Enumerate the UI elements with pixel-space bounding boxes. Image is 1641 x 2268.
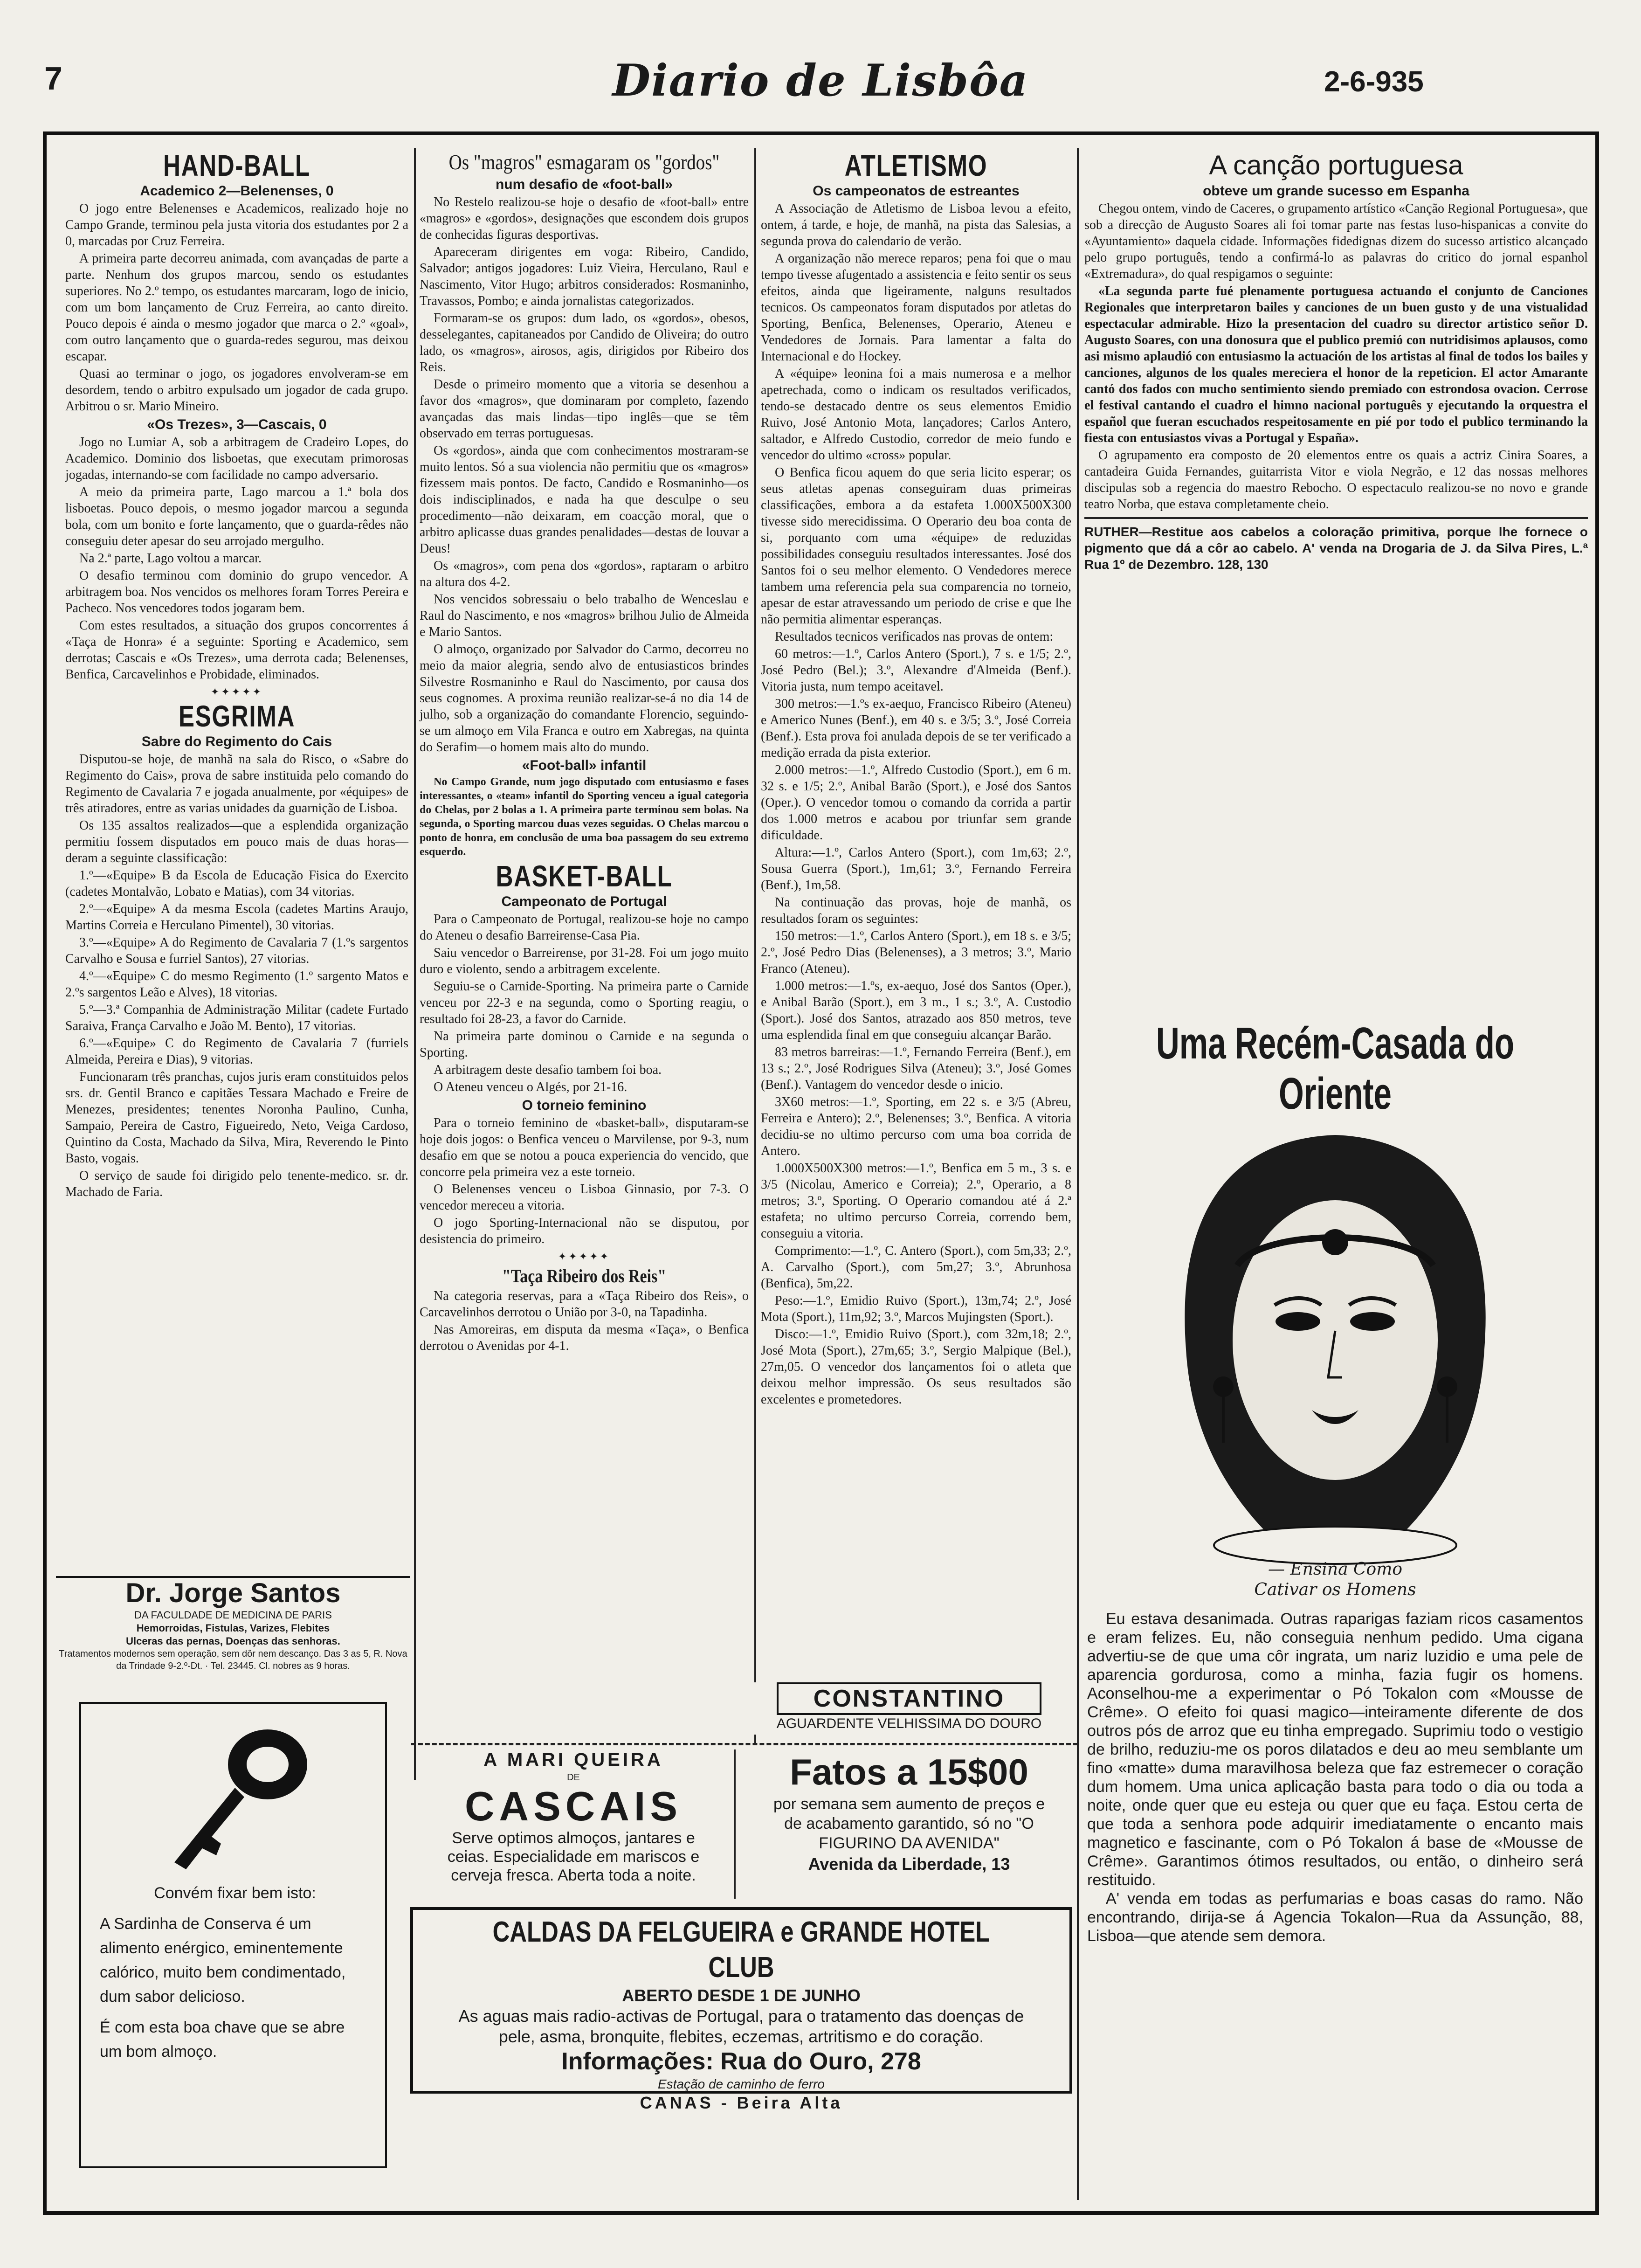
ad-mari-line: DE <box>567 1772 580 1783</box>
paragraph: O Belenenses venceu o Lisboa Ginnasio, por 7-3. O vencedor mereceu a vitoria. <box>420 1182 749 1213</box>
column-rule <box>414 148 416 1780</box>
ad-fatos-address: Avenida da Liberdade, 13 <box>808 1854 1010 1874</box>
paragraph: 300 metros:—1.ºs ex-aequo, Francisco Ribeiro (Ateneu) e Americo Nunes (Benf.), em 40 s. e 3/5; 3.º, José Correia (Benf.). Esta prova foi anulada depois de se ter verificado a medição errada da pista exterior. <box>761 697 1071 760</box>
paragraph: O almoço, organizado por Salvador do Carmo, decorreu no meio da maior alegria, sendo alvo de entusiasticos brindes Silvestre Rosmaninho e Raul do Nascimento, por causa dos seus cognomes. A proxima reunião realizar-se-á no dia 14 de julho, sob a organização do comandante Florencio, seguindo-se um almoço em Vila Franca e outro em Xabregas, na quinta do Serafim—o homem mais alto do mundo. <box>420 642 749 754</box>
page-number: 7 <box>44 60 62 97</box>
paragraph: A primeira parte decorreu animada, com avançadas de parte a parte. Nenhum dos grupos marcou, sendo os estudantes superiores. No 2.º tempo, os estudantes marcaram, logo de inicio, com um bom lançamento de Cruz Ferreira, ao canto direito. Pouco depois é ainda o mesmo jogador que marca o 2.º «goal», com outro lançamento que o guarda-redes segurou, mas deixou escapar. <box>65 251 408 364</box>
column-rule <box>734 1749 736 1899</box>
paragraph: O Benfica ficou aquem do que seria licito esperar; os seus atletas apenas conseguiram duas primeiras classificações, embora a da estafeta 1.000X500X300 tivesse sido merecidissima. O Operario deu boa conta de si, porquanto com uma «équipe» de reduzidas possibilidades conseguiu resultados interessantes. José dos Santos foi o seu melhor elemento. O Vendedores merece tambem uma referencia pela sua comparencia no torneio, apesar de estar atravessando um periodo de crise e que lhe não permitia alimentar esperanças. <box>761 465 1071 627</box>
atletismo-heading: ATLETISMO <box>844 149 988 182</box>
paragraph: 3.º—«Equipe» A do Regimento de Cavalaria 7 (1.ºs sargentos Carvalho e Sousa e furriel Santos), 27 vitorias. <box>65 935 408 966</box>
paragraph: No Restelo realizou-se hoje o desafio de «foot-ball» entre «magros» e «gordos», designações que escondem dois grupos de conhecidas figuras desportivas. <box>420 195 749 242</box>
ad-doctor-line: Ulceras das pernas, Doenças das senhoras. <box>126 1635 340 1647</box>
ad-caldas-info: Informações: Rua do Ouro, 278 <box>561 2048 921 2075</box>
paragraph: Quasi ao terminar o jogo, os jogadores envolveram-se em desordem, tendo o arbitro expulsado um jogador de cada grupo. Arbitrou o sr. Mario Mineiro. <box>65 366 408 414</box>
esgrima-heading: ESGRIMA <box>178 699 296 733</box>
ad-mari-text: Serve optimos almoços, jantares e ceias. Especialidade em mariscos e cerveja fresca. Aberta toda a noite. <box>447 1829 700 1884</box>
infantil-subheading: «Foot-ball» infantil <box>522 758 647 773</box>
paragraph: Os «magros», com pena dos «gordos», raptaram o arbitro na altura dos 4-2. <box>420 559 749 589</box>
paragraph: Disputou-se hoje, de manhã na sala do Risco, o «Sabre do Regimento do Cais», prova de sabre instituida pelo comando do Regimento de Cavalaria 7 e jogada anualmente, por «équipes» de três atiradores, entre as varias unidades da guarnição de Lisboa. <box>65 752 408 816</box>
paragraph: O desafio terminou com dominio do grupo vencedor. A arbitragem boa. Nos vencidos os melhores foram Torres Pereira e Pacheco. Nos vencedores todos jogaram bem. <box>65 568 408 615</box>
paragraph: Para o torneio feminino de «basket-ball», disputaram-se hoje dois jogos: o Benfica venceu o Marvilense, por 9-3, num desafio em que se notou a pouca experiencia do vencido, que concorre pela primeira vez a este torneio. <box>420 1116 749 1179</box>
paragraph: 60 metros:—1.º, Carlos Antero (Sport.), 7 s. e 1/5; 2.º, José Pedro (Bel.); 3.º, Alexandre d'Almeida (Benf.). Vitoria justa, num tempo aceitavel. <box>761 647 1071 694</box>
paragraph: Para o Campeonato de Portugal, realizou-se hoje no campo do Ateneu o desafio Barreirense-Casa Pia. <box>420 912 749 943</box>
paragraph: Na 2.ª parte, Lago voltou a marcar. <box>79 551 262 566</box>
paragraph: Nas Amoreiras, em disputa da mesma «Taça», o Benfica derrotou o Avenidas por 4-1. <box>420 1322 749 1353</box>
ad-fatos-text: por semana sem aumento de preços e de acabamento garantido, só no "O FIGURINO DA AVENIDA" <box>773 1795 1045 1852</box>
paragraph: 3X60 metros:—1.º, Sporting, em 22 s. e 3/5 (Abreu, Ferreira e Antero); 2.º, Belenenses; 3.º, Benfica. A vitoria decidiu-se no ultimo percurso com uma boa corrida de Antero. <box>761 1095 1071 1158</box>
paragraph: O jogo entre Belenenses e Academicos, realizado hoje no Campo Grande, terminou pela justa vitoria dos estudantes por 2 a 0, marcadas por Cruz Ferreira. <box>65 201 408 249</box>
ad-doctor-line: Hemorroidas, Fistulas, Varizes, Flebites <box>136 1622 330 1634</box>
ornament-divider: ✦✦✦✦✦ <box>558 1251 611 1262</box>
tokalon-caption: Cativar os Homens <box>1254 1580 1416 1599</box>
column-cancao <box>1084 149 1588 1026</box>
paragraph: Nos vencidos sobressaiu o belo trabalho de Wenceslau e Raul do Nascimento, e nos «magros» brilhou Julio de Almeida e Mario Santos. <box>420 592 749 639</box>
trezes-subheading: «Os Trezes», 3—Cascais, 0 <box>147 417 327 432</box>
tokalon-caption: — Ensina Como <box>1268 1560 1403 1579</box>
newspaper-title: Diario de Lisbôa <box>612 55 1029 106</box>
ad-dr-jorge-santos <box>56 1576 410 1693</box>
ad-mari-line: A MARI QUEIRA <box>483 1749 663 1770</box>
paragraph: Apareceram dirigentes em voga: Ribeiro, Candido, Salvador; antigos jogadores: Luiz Vieira, Herculano, Raul e Nascimento, Vitor Hugo; arbitros considerados: Rosmaninho, Travassos, Pombo; e ainda jornalistas categorizados. <box>420 245 749 308</box>
paragraph: Resultados tecnicos verificados nas provas de ontem: <box>775 629 1054 644</box>
paragraph: 1.º—«Equipe» B da Escola de Educação Fisica do Exercito (cadetes Montalvão, Lobato e Matias), com 34 vitorias. <box>65 868 408 899</box>
ad-tokalon <box>1083 1018 1588 2198</box>
ad-constantino-brand: CONSTANTINO <box>777 1682 1041 1715</box>
tokalon-body: A' venda em todas as perfumarias e boas casas do ramo. Não encontrando, dirija-se á Agencia Tokalon—Rua da Assunção, 88, Lisboa—que atende sem demora. <box>1087 1890 1583 1945</box>
paragraph: Com estes resultados, a situação dos grupos concorrentes á «Taça de Honra» é a seguinte: Sporting e Academico, sem derrotas; Cascais e «Os Trezes», uma derrota cada; Belenenses, Benfica, Carcavelinhos e Probidade, eliminados. <box>65 618 408 682</box>
magros-subheading: num desafio de «foot-ball» <box>495 177 673 192</box>
column-handball-esgrima <box>65 149 408 1567</box>
tokalon-body: Eu estava desanimada. Outras raparigas faziam ricos casamentos e eram felizes. Eu, não conseguia nenhum pedido. Uma cigana advertiu-se de que uma côr ingrata, um nariz luzidio e uma pele de aparencia gordurosa, como a minha, fazia fugir os homens. Aconselhou-me a experimentar o Pó Tokalon com «Mousse de Crême». O efeito foi quasi magico—inteiramente diferente de dos outros pós de arroz que eu tinha empregado. Suprimiu todo o vestigio de brilho, reduziu-me os poros dilatados e deu ao meu semblante um fino «matte» duma maravilhosa beleza que faz estremecer o coração dum homem. Uma unica aplicação basta para todo o dia ou toda a noite, onde quer que eu esteja ou quer que eu faça. Estou certa de que toda a senhora pode adquirir imediatamente o encanto mais magnetico e fascinante, com o Pó Tokalon á base de «Mousse de Crême». Garantimos ótimos resultados, ou então, o dinheiro será restituido. <box>1087 1610 1583 1889</box>
paragraph: O jogo Sporting-Internacional não se disputou, por desistencia do primeiro. <box>420 1216 749 1246</box>
paragraph: A «équipe» leonina foi a mais numerosa e a melhor apetrechada, como o indicam os resultados verificados, tendo-se destacado dentre os seus elementos Emidio Ruivo, José Antonio Mota, lançadores; Carlos Antero, saltador, e Alfredo Custodio, corredor de meio fundo e vencedor do ultimo «cross» popular. <box>761 366 1071 463</box>
paragraph: Funcionaram três pranchas, cujos juris eram constituidos pelos srs. dr. Gentil Branco e capitães Tessara Machado e Freire de Menezes, presidentes; tenentes Noronha Paulino, Cunha, Sampaio, Pereira de Castro, Figueiredo, Neto, Veiga Cardoso, Quintino da Costa, Machado da Silva, Mira, Reverendo le Pinto Basto, vogais. <box>65 1070 408 1166</box>
ad-caldas-title: CALDAS DA FELGUEIRA e GRANDE HOTEL CLUB <box>492 1916 990 1984</box>
paragraph: 6.º—«Equipe» C do Regimento de Cavalaria 7 (furriels Almeida, Pereira e Dias), 9 vitorias. <box>65 1036 408 1067</box>
basket-heading: BASKET-BALL <box>496 859 673 893</box>
paragraph: Seguiu-se o Carnide-Sporting. Na primeira parte o Carnide venceu por 22-3 e na segunda, como o Sporting reagiu, o resultado foi 28-23, a favor do Carnide. <box>420 979 749 1026</box>
paragraph: No Campo Grande, num jogo disputado com entusiasmo e fases interessantes, o «team» infantil do Sporting venceu a igual categoria do Chelas, por 2 bolas a 1. A primeira parte terminou sem bolas. Na segunda, o Sporting marcou duas vezes seguidas. O Chelas marcou o ponto de honra, em conclusão de uma boa passagem do seu extremo esquerdo. <box>420 776 749 858</box>
paragraph: Disco:—1.º, Emidio Ruivo (Sport.), com 32m,18; 2.º, José Mota (Sport.), 27m,65; 3.º, Sergio Malpique (Bel.), 27m,05. O vencedor dos lançamentos foi o atleta que deixou melhor impressão. Os seus resultados são excelentes e prometedores. <box>761 1327 1071 1407</box>
paragraph: Peso:—1.º, Emidio Ruivo (Sport.), 13m,74; 2.º, José Mota (Sport.), 11m,92; 3.º, Marcos Mujingsten (Sport.). <box>761 1293 1071 1324</box>
ad-fatos <box>746 1749 1072 1899</box>
paragraph: Na categoria reservas, para a «Taça Ribeiro dos Reis», o Carcavelinhos derrotou o União por 3-0, na Tapadinha. <box>420 1289 749 1320</box>
paragraph: 83 metros barreiras:—1.º, Fernando Ferreira (Benf.), em 13 s.; 2.º, José Rodrigues Silva (Ateneu); 3.º, José Gomes (Benf.). Vantagem do vencedor desde o inicio. <box>761 1045 1071 1092</box>
paragraph: O Ateneu venceu o Algés, por 21-16. <box>434 1080 627 1094</box>
issue-date: 2-6-935 <box>1324 66 1424 98</box>
paragraph: Na primeira parte dominou o Carnide e na segunda o Sporting. <box>420 1029 749 1060</box>
ad-sardinha-line: Convém fixar bem isto: <box>154 1884 316 1902</box>
paragraph: A arbitragem deste desafio tambem foi boa. <box>434 1063 662 1077</box>
ad-doctor-line: DA FACULDADE DE MEDICINA DE PARIS <box>134 1609 332 1621</box>
cancao-subheading: obteve um grande sucesso em Espanha <box>1203 183 1469 199</box>
ad-sardinha <box>79 1702 387 2168</box>
paragraph: A organização não merece reparos; pena foi que o mau tempo tivesse afugentado a assistencia e feito sentir os seus efeitos, ainda que ligeiramente, nalguns resultados tecnicos. Os campeonatos foram disputados por atletas do Sporting, Benfica, Belenenses, Operario, Ateneu e Vendedores de Jornais. Para lamentar a falta do Internacional e do Hockey. <box>761 251 1071 364</box>
column-rule <box>754 148 756 1743</box>
ad-mari-cascais: CASCAIS <box>464 1783 683 1829</box>
ad-mari-queira <box>420 1749 727 1898</box>
handball-heading: HAND-BALL <box>163 149 310 182</box>
paragraph: 4.º—«Equipe» C do mesmo Regimento (1.º sargento Matos e 2.ºs sargentos Leão e Alves), 18 vitorias. <box>65 969 408 1000</box>
column-atletismo <box>761 149 1071 1679</box>
paragraph: Os 135 assaltos realizados—que a esplendida organização permitiu fossem disputados em pouco mais de duas horas—deram a seguinte classificação: <box>65 818 408 865</box>
paragraph: 2.º—«Equipe» A da mesma Escola (cadetes Martins Araujo, Martins Correia e Herculano Pimentel), 30 vitorias. <box>65 902 408 933</box>
key-icon <box>146 1722 324 1872</box>
paragraph: 150 metros:—1.º, Carlos Antero (Sport.), em 18 s. e 3/5; 2.º, José Pedro Dias (Belenenses), a 3 metros; 3.º, Mario Franco (Ateneu). <box>761 929 1071 976</box>
atletismo-subheading: Os campeonatos de estreantes <box>813 183 1020 199</box>
divider <box>1084 517 1588 519</box>
esgrima-subheading: Sabre do Regimento do Cais <box>141 734 332 749</box>
feminino-subheading: O torneio feminino <box>522 1098 647 1113</box>
ruther-ad: RUTHER—Restitue aos cabelos a coloração primitiva, porque lhe fornece o pigmento que dá a côr ao cabelo. A' venda na Drogaria de J. da Silva Pires, L.ª Rua 1º de Dezembro. 128, 130 <box>1084 525 1588 572</box>
ad-caldas-felgueira <box>410 1907 1072 2112</box>
ad-sardinha-line: A Sardinha de Conserva é um alimento enérgico, eminentemente calórico, muito bem condimentado, dum sabor delicioso. <box>100 1915 346 2005</box>
tokalon-heading: Uma Recém-Casada do Oriente <box>1156 1018 1515 1119</box>
ad-caldas-text: As aguas mais radio-activas de Portugal, para o tratamento das doenças de pele, asma, bronquite, flebites, eczemas, artritismo e do coração. <box>458 2006 1024 2046</box>
handball-subheading: Academico 2—Belenenses, 0 <box>140 183 334 199</box>
basket-subheading: Campeonato de Portugal <box>501 894 667 909</box>
paragraph: Desde o primeiro momento que a vitoria se desenhou a favor dos «magros», que dominaram por completo, fazendo avançadas das mais lindas—tipo inglês—que se têm observado em terras portuguesas. <box>420 377 749 441</box>
taca-heading: "Taça Ribeiro dos Reis" <box>502 1265 667 1286</box>
paragraph: A Associação de Atletismo de Lisboa levou a efeito, ontem, á tarde, e hoje, de manhã, na pista das Salesias, a segunda prova do calendario de verão. <box>761 201 1071 249</box>
ad-doctor-name: Dr. Jorge Santos <box>125 1578 341 1608</box>
ornament-divider: ✦✦✦✦✦ <box>210 686 263 698</box>
paragraph: Saiu vencedor o Barreirense, por 31-28. Foi um jogo muito duro e violento, sendo a arbitragem excelente. <box>420 946 749 976</box>
ad-constantino-tag: AGUARDENTE VELHISSIMA DO DOURO <box>776 1716 1042 1731</box>
paragraph: Chegou ontem, vindo de Caceres, o grupamento artístico «Canção Regional Portuguesa», que sob a direcção de Augusto Soares ali foi tomar parte nas festas luso-hispanicas a convite do «Ayuntamiento» daquela cidade. Informações fidedignas dizem do sucesso artistico alcançado pelo grupo português, tendo a confirmá-lo as palavras do critico do jornal espanhol «Extremadura», do qual respigamos o seguinte: <box>1084 201 1588 281</box>
ad-fatos-title: Fatos a 15$00 <box>790 1751 1028 1792</box>
cancao-heading: A canção portuguesa <box>1209 150 1463 180</box>
ad-caldas-canas: CANAS - Beira Alta <box>640 2093 843 2112</box>
ad-sardinha-line: É com esta boa chave que se abre um bom almoço. <box>100 2019 345 2061</box>
portrait-illustration <box>1149 1126 1522 1555</box>
paragraph: Comprimento:—1.º, C. Antero (Sport.), com 5m,33; 2.º, A. Carvalho (Sport.), com 5m,27; 3.º, Abrunhosa (Benfica), 5m,22. <box>761 1244 1071 1291</box>
paragraph: Jogo no Lumiar A, sob a arbitragem de Cradeiro Lopes, do Academico. Dominio dos lisboetas, que executam primorosas jogadas, internando-se com facilidade no campo adversario. <box>65 435 408 482</box>
paragraph: Altura:—1.º, Carlos Antero (Sport.), com 1m,63; 2.º, Sousa Guerra (Sport.), 1m,61; 3.º, Fernando Ferreira (Benf.), 1m,58. <box>761 845 1071 892</box>
ad-constantino <box>746 1682 1072 1735</box>
paragraph: O serviço de saude foi dirigido pelo tenente-medico. sr. dr. Machado de Faria. <box>65 1169 408 1199</box>
paragraph: 5.º—3.ª Companhia de Administração Militar (cadete Furtado Saraiva, França Carvalho e João M. Bento), 17 vitorias. <box>65 1003 408 1033</box>
paragraph: «La segunda parte fué plenamente portuguesa actuando el conjunto de Canciones Regionales que interpretaron bailes y canciones de un buen gusto y de una vistualidad espectacular admirable. Hizo la presentacion del cuadro su director artistico señor D. Augusto Soares, con una donosura que el publico premió con nutridisimos aplausos, como asi mismo aplaudió con entusiasmo la actuación de los artistas al final de todos los bailes y canciones, algunos de los quales mereciera el honor de la repeticion. El actor Amarante cantó dos fados con mucho sentimiento siendo premiado con estrondosa ovacion. Cerrose el festival cantando el cuadro el himno nacional português y ejecutando la orquestra el español que fueran escuchados respeitosamente en pié por todo el publico terminando la fiesta con entusiastos vivas a Portugal y España». <box>1084 284 1588 445</box>
paragraph: 1.000X500X300 metros:—1.º, Benfica em 5 m., 3 s. e 3/5 (Nicolau, Americo e Correia); 2.º, Operario, a 8 metros; 3.º, Sporting. O Operario comandou até á 2.ª estafeta; no ultimo percurso Correia, correndo bem, conseguiu a vitoria. <box>761 1161 1071 1241</box>
magros-heading: Os "magros" esmagaram os "gordos" <box>448 150 720 174</box>
ad-caldas-sub: ABERTO DESDE 1 DE JUNHO <box>622 1986 861 2005</box>
paragraph: A meio da primeira parte, Lago marcou a 1.ª bola dos lisboetas. Pouco depois, o mesmo jogador marcou a segunda bola, com um bonito e forte lançamento, que o guarda-rêdes não conseguiu deter apesar do seu arrojado mergulho. <box>65 485 408 548</box>
column-rule <box>1077 148 1079 2200</box>
paragraph: 1.000 metros:—1.ºs, ex-aequo, José dos Santos (Oper.), e Anibal Barão (Sport.), em 3 m., 1 s.; 3.º, A. Custodio (Sport.). José dos Santos, atrazado aos 850 metros, teve uma esplendida final em que conseguiu alcançar Barão. <box>761 979 1071 1042</box>
paragraph: Formaram-se os grupos: dum lado, os «gordos», obesos, desselegantes, capitaneados por Candido de Oliveira; do outro lado, os «magros», airosos, agis, dirigidos por Ribeiro dos Reis. <box>420 311 749 374</box>
paragraph: O agrupamento era composto de 20 elementos entre os quais a actriz Cinira Soares, a cantadeira Guida Fernandes, guitarrista Vitor e viola Negrão, e 12 das nossas melhores discipulas sob a regencia do maestro Rebocho. O espectaculo realizou-se no novo e grande teatro Norba, que estava completamente cheio. <box>1084 448 1588 512</box>
column-football-basket <box>420 149 749 1749</box>
paragraph: 2.000 metros:—1.º, Alfredo Custodio (Sport.), em 6 m. 32 s. e 1/5; 2.º, Anibal Barão (Sport.), e José dos Santos (Oper.). O vencedor tomou o comando da corrida a partir dos 1.000 metros e acabou por triunfar sem grande dificuldade. <box>761 763 1071 843</box>
paragraph: Os «gordos», ainda que com conhecimentos mostraram-se muito lentos. Só a sua violencia não permitiu que os «magros» fizessem mais pontos. De facto, Candido e Rosmaninho—os dois indisciplinados, e nada ha que desculpe o seu procedimento—não deixaram, em coacção moral, que o arbitro aplicasse duas grandes penalidades—destas de louvar a Deus! <box>420 443 749 556</box>
ad-caldas-station: Estação de caminho de ferro <box>658 2077 825 2091</box>
ad-doctor-line: Tratamentos modernos sem operação, sem dôr nem descanço. Das 3 as 5, R. Nova da Trindade 9-2.º-Dt. · Tel. 23445. Cl. nobres as 9 horas. <box>59 1649 407 1671</box>
ornament-rule <box>411 1743 1078 1745</box>
paragraph: Na continuação das provas, hoje de manhã, os resultados foram os seguintes: <box>761 895 1071 926</box>
